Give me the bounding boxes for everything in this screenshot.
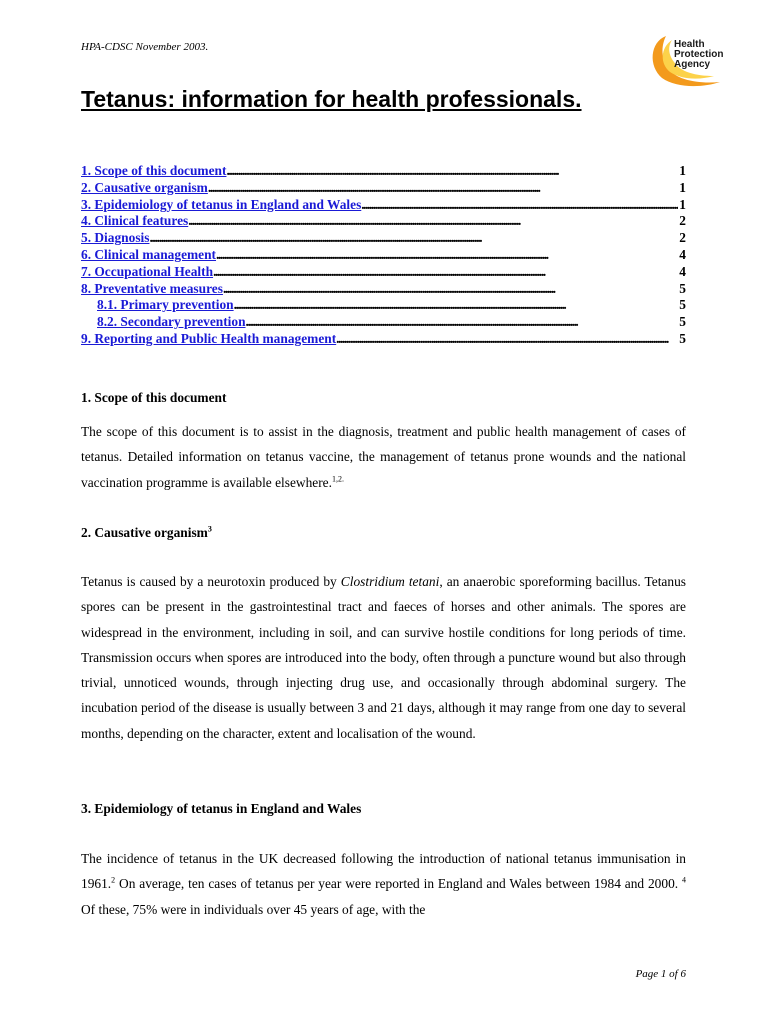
section-text-epidemiology <box>81 846 686 922</box>
reference-superscript: 3 <box>207 524 212 534</box>
toc-leader-dots <box>149 230 678 247</box>
toc-row[interactable] <box>81 180 686 197</box>
section-heading-epidemiology: 3. Epidemiology of tetanus in England and Wales <box>81 801 362 816</box>
toc-leader-dots <box>216 247 678 264</box>
section-text-part: , an anaerobic sporeforming bacillus. Tetanus spores can be present in the gastrointestinal tract and faeces of horses and other animals. The spores are widespread in the environment, including in soil, and can survive hostile conditions for long periods of time. Transmission occurs when spores are introduced into the body, often through a puncture wound but also through trivial, unnoticed wounds, through injecting drug use, and occasionally through abdominal surgery. The incubation period of the disease is usually between 3 and 21 days, although it may range from one day to several months, depending on the character, extent and localisation of the wound. <box>81 574 686 741</box>
toc-row[interactable] <box>81 297 686 314</box>
toc-link-secondary-prevention[interactable]: 8.2. Secondary prevention <box>97 314 246 330</box>
toc-page-number: 1 <box>679 179 686 195</box>
toc-link-reporting[interactable]: 9. Reporting and Public Health management <box>81 330 337 346</box>
toc-row[interactable] <box>81 331 686 348</box>
toc-leader-dots <box>208 180 678 197</box>
section-text-part: Of these, 75% were in individuals over 45 years of age, with the <box>81 901 426 917</box>
toc-leader-dots <box>361 197 678 214</box>
toc-row[interactable] <box>81 213 686 230</box>
page-number-footer: Page 1 of 6 <box>635 968 686 980</box>
toc-page-number: 2 <box>679 230 686 246</box>
toc-leader-dots <box>213 264 678 281</box>
section-text-causative-organism <box>81 569 686 746</box>
toc-page-number: 5 <box>679 280 686 296</box>
toc-row[interactable] <box>81 281 686 298</box>
toc-row[interactable] <box>81 197 686 214</box>
toc-link-primary-prevention[interactable]: 8.1. Primary prevention <box>97 297 234 313</box>
toc-link-scope[interactable]: 1. Scope of this document <box>81 163 227 178</box>
logo-text-line2: Protection <box>674 49 724 60</box>
toc-row[interactable] <box>81 230 686 247</box>
toc-leader-dots <box>226 163 678 180</box>
toc-leader-dots <box>234 297 679 314</box>
reference-superscript: 4 <box>682 875 686 885</box>
section-heading-causative-organism <box>81 525 212 541</box>
toc-link-occupational-health[interactable]: 7. Occupational Health <box>81 263 214 279</box>
toc-row[interactable] <box>81 247 686 264</box>
reference-superscript: 2 <box>111 875 116 885</box>
section-text-part: Tetanus is caused by a neurotoxin produced by <box>81 574 341 589</box>
reference-superscript: 1,2. <box>331 474 344 484</box>
toc-link-clinical-features[interactable]: 4. Clinical features <box>81 213 189 229</box>
toc-leader-dots <box>188 213 678 230</box>
toc-link-causative-organism[interactable]: 2. Causative organism <box>81 179 208 195</box>
toc-page-number: 2 <box>679 213 686 229</box>
section-text-scope <box>81 419 686 495</box>
toc-row[interactable] <box>81 264 686 281</box>
toc-page-number: 4 <box>679 246 686 262</box>
toc-page-number: 4 <box>679 263 686 279</box>
section-text-part: On average, ten cases of tetanus per year were reported in England and Wales between 1984 and 2000. <box>115 876 682 892</box>
toc-page-number: 5 <box>679 330 686 346</box>
organism-name: Clostridium tetani <box>340 574 440 589</box>
document-header-note: HPA-CDSC November 2003. <box>81 41 209 53</box>
toc-row[interactable] <box>81 163 686 180</box>
page-title: Tetanus: information for health professionals. <box>81 86 582 112</box>
toc-leader-dots <box>246 314 679 331</box>
toc-leader-dots <box>223 281 678 298</box>
section-heading-causative-organism-text: 2. Causative organism <box>81 525 208 540</box>
section-text-scope-body: The scope of this document is to assist in the diagnosis, treatment and public health management of cases of tetanus. Detailed information on tetanus vaccine, the management of tetanus prone wounds and the national vaccination programme is available elsewhere. <box>81 424 686 490</box>
toc-link-epidemiology[interactable]: 3. Epidemiology of tetanus in England and Wales <box>81 196 362 212</box>
table-of-contents <box>81 163 686 348</box>
health-protection-agency-logo <box>646 30 736 90</box>
toc-link-clinical-management[interactable]: 6. Clinical management <box>81 246 217 262</box>
logo-text-line1: Health <box>674 39 705 50</box>
toc-page-number: 1 <box>679 163 686 178</box>
section-heading-scope: 1. Scope of this document <box>81 390 227 405</box>
toc-leader-dots <box>336 331 678 348</box>
toc-page-number: 5 <box>679 297 686 313</box>
toc-row[interactable] <box>81 314 686 331</box>
toc-link-preventative-measures[interactable]: 8. Preventative measures <box>81 280 223 296</box>
toc-link-diagnosis[interactable]: 5. Diagnosis <box>81 230 150 246</box>
logo-text-line3: Agency <box>674 59 711 70</box>
toc-page-number: 5 <box>679 314 686 330</box>
toc-page-number: 1 <box>679 196 686 212</box>
section-text-part: The incidence of tetanus in the UK decreased following the introduction of national tetanus immunisation in 1961. <box>81 851 686 892</box>
